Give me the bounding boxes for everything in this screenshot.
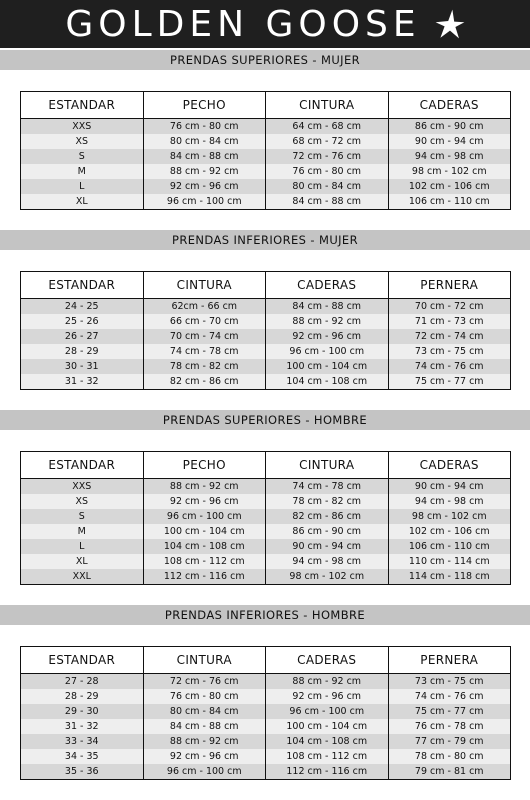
table-cell: 104 cm - 108 cm [266, 374, 389, 390]
table-cell: 100 cm - 104 cm [266, 359, 389, 374]
column-header: CADERAS [266, 647, 389, 674]
table-cell: 68 cm - 72 cm [266, 134, 389, 149]
table-cell: 74 cm - 78 cm [266, 479, 389, 495]
table-cell: 72 cm - 76 cm [266, 149, 389, 164]
table-row [21, 134, 511, 149]
column-header: PERNERA [388, 272, 511, 299]
column-header: ESTANDAR [21, 452, 144, 479]
table-row [21, 554, 511, 569]
column-header: CINTURA [143, 647, 266, 674]
table-cell: 96 cm - 100 cm [266, 704, 389, 719]
table-cell: 88 cm - 92 cm [266, 314, 389, 329]
table-cell: 64 cm - 68 cm [266, 119, 389, 135]
table-cell: 80 cm - 84 cm [143, 704, 266, 719]
table-cell: 70 cm - 74 cm [143, 329, 266, 344]
table-cell: 110 cm - 114 cm [388, 554, 511, 569]
table-row [21, 749, 511, 764]
size-table-superiores-mujer [20, 91, 511, 210]
table-cell: 92 cm - 96 cm [143, 179, 266, 194]
table-cell: 90 cm - 94 cm [388, 134, 511, 149]
table-cell: 77 cm - 79 cm [388, 734, 511, 749]
table-cell: XL [21, 194, 144, 210]
table-cell: 108 cm - 112 cm [266, 749, 389, 764]
table-cell: 100 cm - 104 cm [266, 719, 389, 734]
table-cell: 74 cm - 78 cm [143, 344, 266, 359]
table-cell: 73 cm - 75 cm [388, 344, 511, 359]
table-cell: 98 cm - 102 cm [266, 569, 389, 585]
table-cell: 96 cm - 100 cm [143, 194, 266, 210]
table-row [21, 344, 511, 359]
table-cell: 76 cm - 78 cm [388, 719, 511, 734]
table-cell: 78 cm - 82 cm [143, 359, 266, 374]
table-cell: 114 cm - 118 cm [388, 569, 511, 585]
table-row [21, 479, 511, 495]
table-cell: 35 - 36 [21, 764, 144, 780]
table-row [21, 719, 511, 734]
table-cell: 102 cm - 106 cm [388, 179, 511, 194]
column-header: CINTURA [143, 272, 266, 299]
table-row [21, 674, 511, 690]
table-cell: 100 cm - 104 cm [143, 524, 266, 539]
table-cell: 92 cm - 96 cm [143, 749, 266, 764]
table-cell: 28 - 29 [21, 689, 144, 704]
size-table-inferiores-mujer [20, 271, 511, 390]
table-cell: 98 cm - 102 cm [388, 164, 511, 179]
table-cell: M [21, 524, 144, 539]
table-row [21, 689, 511, 704]
table-cell: 88 cm - 92 cm [143, 164, 266, 179]
table-header-row [21, 452, 511, 479]
table-cell: 86 cm - 90 cm [388, 119, 511, 135]
column-header: ESTANDAR [21, 92, 144, 119]
table-cell: XXL [21, 569, 144, 585]
table-cell: 80 cm - 84 cm [143, 134, 266, 149]
table-row [21, 509, 511, 524]
table-cell: L [21, 179, 144, 194]
table-cell: 74 cm - 76 cm [388, 359, 511, 374]
table-cell: XS [21, 134, 144, 149]
table-cell: 62cm - 66 cm [143, 299, 266, 315]
table-cell: 31 - 32 [21, 719, 144, 734]
table-cell: 104 cm - 108 cm [266, 734, 389, 749]
table-cell: 24 - 25 [21, 299, 144, 315]
table-row [21, 524, 511, 539]
table-row [21, 704, 511, 719]
table-cell: 29 - 30 [21, 704, 144, 719]
table-cell: 108 cm - 112 cm [143, 554, 266, 569]
table-row [21, 179, 511, 194]
table-header-row [21, 272, 511, 299]
table-cell: 112 cm - 116 cm [266, 764, 389, 780]
column-header: PERNERA [388, 647, 511, 674]
table-header-row [21, 92, 511, 119]
table-row [21, 164, 511, 179]
table-cell: 33 - 34 [21, 734, 144, 749]
column-header: CADERAS [388, 92, 511, 119]
table-cell: 34 - 35 [21, 749, 144, 764]
table-row [21, 194, 511, 210]
table-cell: 94 cm - 98 cm [388, 149, 511, 164]
section-title-inferiores-hombre: PRENDAS INFERIORES - HOMBRE [0, 605, 530, 625]
table-cell: 96 cm - 100 cm [266, 344, 389, 359]
table-cell: 66 cm - 70 cm [143, 314, 266, 329]
table-cell: 98 cm - 102 cm [388, 509, 511, 524]
table-cell: 84 cm - 88 cm [143, 149, 266, 164]
column-header: CINTURA [266, 452, 389, 479]
table-cell: 25 - 26 [21, 314, 144, 329]
column-header: CADERAS [266, 272, 389, 299]
table-cell: 27 - 28 [21, 674, 144, 690]
table-row [21, 764, 511, 780]
table-cell: S [21, 509, 144, 524]
table-row [21, 329, 511, 344]
table-cell: 80 cm - 84 cm [266, 179, 389, 194]
table-cell: 73 cm - 75 cm [388, 674, 511, 690]
table-row [21, 314, 511, 329]
table-cell: 72 cm - 74 cm [388, 329, 511, 344]
table-cell: 92 cm - 96 cm [266, 689, 389, 704]
table-cell: 92 cm - 96 cm [266, 329, 389, 344]
table-cell: 76 cm - 80 cm [143, 689, 266, 704]
table-cell: 88 cm - 92 cm [143, 479, 266, 495]
table-cell: 71 cm - 73 cm [388, 314, 511, 329]
table-cell: 94 cm - 98 cm [266, 554, 389, 569]
table-cell: 82 cm - 86 cm [143, 374, 266, 390]
column-header: CADERAS [388, 452, 511, 479]
column-header: CINTURA [266, 92, 389, 119]
table-cell: 76 cm - 80 cm [266, 164, 389, 179]
table-cell: M [21, 164, 144, 179]
table-cell: 92 cm - 96 cm [143, 494, 266, 509]
table-cell: L [21, 539, 144, 554]
column-header: ESTANDAR [21, 272, 144, 299]
table-cell: 75 cm - 77 cm [388, 704, 511, 719]
table-row [21, 569, 511, 585]
table-cell: 90 cm - 94 cm [266, 539, 389, 554]
table-cell: XL [21, 554, 144, 569]
table-row [21, 539, 511, 554]
table-cell: 76 cm - 80 cm [143, 119, 266, 135]
table-cell: 84 cm - 88 cm [266, 299, 389, 315]
table-cell: 96 cm - 100 cm [143, 764, 266, 780]
table-cell: 28 - 29 [21, 344, 144, 359]
star-icon [435, 9, 465, 39]
table-cell: 90 cm - 94 cm [388, 479, 511, 495]
table-cell: 78 cm - 80 cm [388, 749, 511, 764]
table-row [21, 119, 511, 135]
table-cell: 86 cm - 90 cm [266, 524, 389, 539]
table-cell: 106 cm - 110 cm [388, 539, 511, 554]
table-cell: 74 cm - 76 cm [388, 689, 511, 704]
table-cell: 31 - 32 [21, 374, 144, 390]
column-header: ESTANDAR [21, 647, 144, 674]
size-table-inferiores-hombre [20, 646, 511, 780]
size-table-superiores-hombre [20, 451, 511, 585]
section-title-superiores-hombre: PRENDAS SUPERIORES - HOMBRE [0, 410, 530, 430]
table-cell: 26 - 27 [21, 329, 144, 344]
table-cell: 106 cm - 110 cm [388, 194, 511, 210]
table-cell: 78 cm - 82 cm [266, 494, 389, 509]
section-title-superiores-mujer: PRENDAS SUPERIORES - MUJER [0, 50, 530, 70]
table-row [21, 494, 511, 509]
table-cell: 88 cm - 92 cm [143, 734, 266, 749]
table-row [21, 374, 511, 390]
brand-logo-text: GOLDEN GOOSE [65, 3, 421, 45]
table-cell: 30 - 31 [21, 359, 144, 374]
table-cell: 112 cm - 116 cm [143, 569, 266, 585]
table-cell: 79 cm - 81 cm [388, 764, 511, 780]
table-cell: 104 cm - 108 cm [143, 539, 266, 554]
table-cell: 84 cm - 88 cm [143, 719, 266, 734]
table-cell: S [21, 149, 144, 164]
table-row [21, 734, 511, 749]
table-cell: XS [21, 494, 144, 509]
table-cell: 88 cm - 92 cm [266, 674, 389, 690]
table-cell: 75 cm - 77 cm [388, 374, 511, 390]
column-header: PECHO [143, 452, 266, 479]
table-cell: 72 cm - 76 cm [143, 674, 266, 690]
table-cell: XXS [21, 479, 144, 495]
brand-header [0, 0, 530, 48]
table-row [21, 149, 511, 164]
table-row [21, 299, 511, 315]
column-header: PECHO [143, 92, 266, 119]
table-cell: 70 cm - 72 cm [388, 299, 511, 315]
table-cell: 84 cm - 88 cm [266, 194, 389, 210]
section-title-inferiores-mujer: PRENDAS INFERIORES - MUJER [0, 230, 530, 250]
table-cell: 94 cm - 98 cm [388, 494, 511, 509]
table-header-row [21, 647, 511, 674]
table-cell: 96 cm - 100 cm [143, 509, 266, 524]
table-cell: 82 cm - 86 cm [266, 509, 389, 524]
table-cell: XXS [21, 119, 144, 135]
table-row [21, 359, 511, 374]
table-cell: 102 cm - 106 cm [388, 524, 511, 539]
